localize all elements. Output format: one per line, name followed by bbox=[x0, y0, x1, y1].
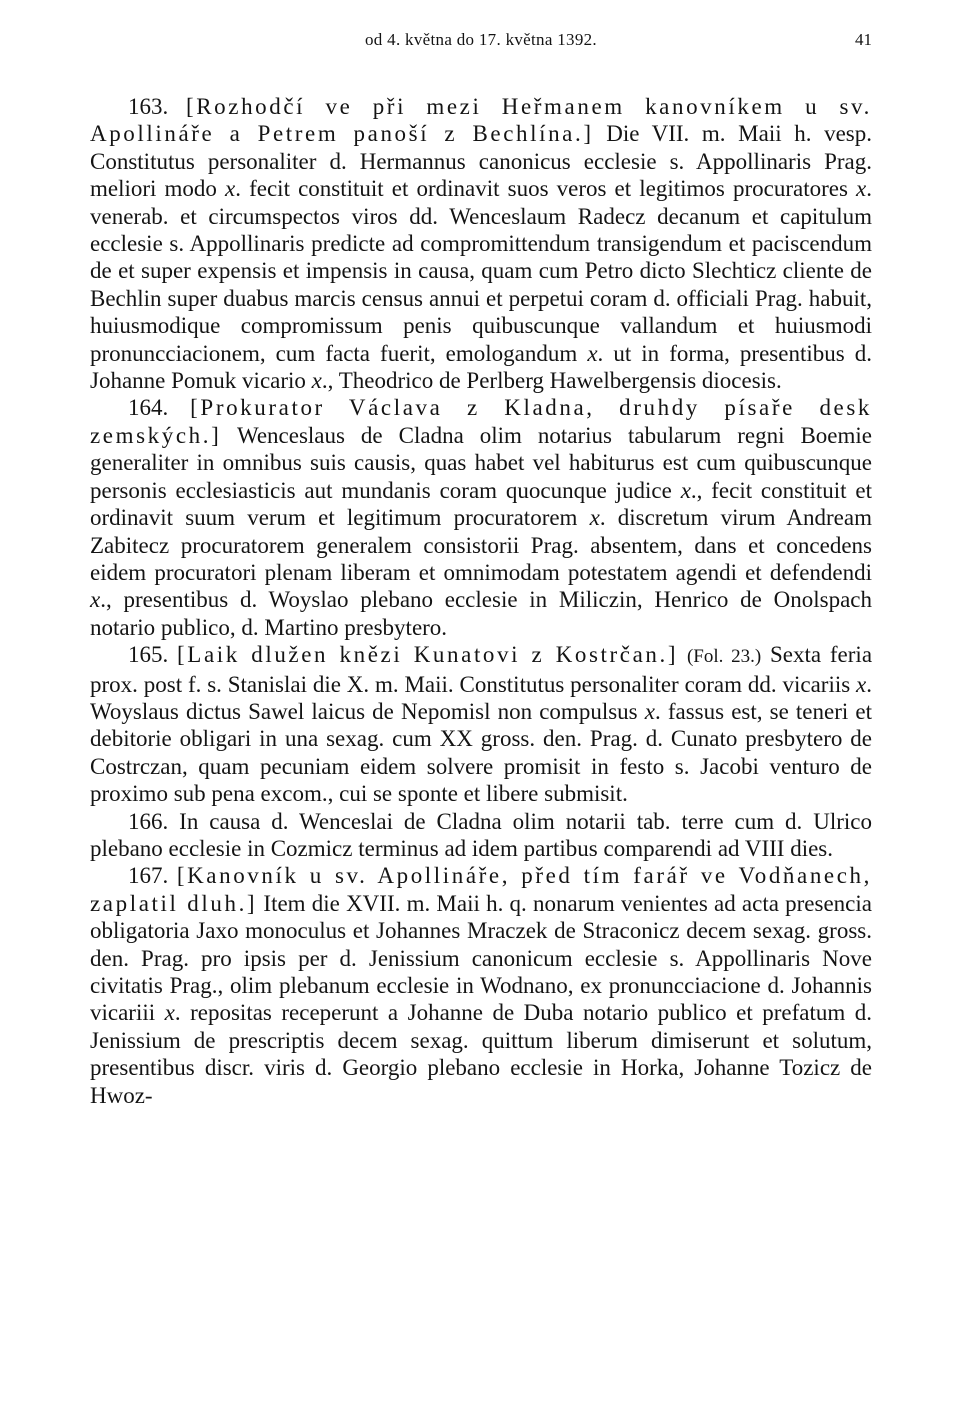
italic-mark: x bbox=[164, 1000, 175, 1026]
czech-summary-heading: [Laik dlužen knězi Kunatovi z Kostrčan.] bbox=[177, 642, 679, 668]
czech-summary-heading: [Kanovník u sv. Apollináře, před tím farář ve Vodňanech, zaplatil dluh.] bbox=[90, 863, 873, 916]
italic-mark: x bbox=[311, 368, 322, 394]
text-run: . repositas receperunt a Johanne de Duba notario publico et prefatum d. Jenissium de prescriptis decem sexag. quittum liberum dimiserunt et solutum, presentibus discr. viris d. Georgio plebano ecclesie in Horka, Johanne Tozicz de Hwoz- bbox=[90, 1000, 872, 1108]
text-run: 164. bbox=[128, 395, 191, 421]
text-run: . fassus est, se teneri et debitorie obligari in una sexag. cum XX gross. den. Prag. d. Cunato presbytero de Costrczan, quam pecuniam eidem solvere promisit in festo s. Jacobi venturo de proximo sub pena excom., cui se sponte et libere submisit. bbox=[90, 698, 873, 807]
entry-165 bbox=[90, 641, 872, 807]
italic-mark: x bbox=[587, 340, 598, 366]
italic-mark: x bbox=[856, 176, 867, 202]
czech-summary-heading: [Rozhodčí ve při mezi Heřmanem kanovníkem u sv. Apollináře a Petrem panoší z Bechlína.] bbox=[90, 94, 872, 147]
text-run: 163. bbox=[128, 94, 186, 119]
text-run: Item die XVII. m. Maii h. q. nonarum venientes ad acta presencia obligatoria Jaxo monoculus et Johannes Mraczek de Straconicz decem sexag. gross. den. Prag. pro ipsis per d. Jenissium canonicum ecclesie s. Appollinaris Nove civitatis Prag., olim plebanum ecclesie in Wodnano, ex pronuncciacione d. Johannis vicariii bbox=[90, 890, 872, 1026]
entry-163 bbox=[90, 93, 872, 394]
text-run: 166. In causa d. Wenceslai de Cladna olim notarii tab. terre cum d. Ulrico plebano ecclesie in Cozmicz terminus ad idem partibus comparendi ad VIII dies. bbox=[90, 808, 872, 861]
text-run: Die VII. m. Maii h. vesp. Constitutus personaliter d. Hermannus canonicus ecclesie s. Appollinaris Prag. meliori modo bbox=[90, 121, 873, 202]
entry-167 bbox=[90, 862, 872, 1109]
running-title: od 4. května do 17. května 1392. bbox=[365, 30, 597, 49]
italic-mark: x bbox=[644, 698, 655, 724]
text-run: Sexta feria prox. post f. s. Stanislai die X. m. Maii. Constitutus personaliter coram dd. vicariis bbox=[90, 642, 873, 697]
italic-mark: x bbox=[589, 505, 600, 531]
entry-164 bbox=[90, 394, 872, 641]
text-run: Wenceslaus de Cladna olim notarius tabularum regni Boemie generaliter in omnibus suis causis, quas habet vel habiturus est cum quibuscunque personis ecclesiasticis aut mundanis coram quocunque judice bbox=[90, 422, 872, 503]
italic-mark: x bbox=[90, 587, 101, 613]
text-run: 167. bbox=[128, 863, 177, 889]
czech-summary-heading: [Prokurator Václava z Kladna, druhdy písaře desk zemských.] bbox=[90, 395, 873, 448]
italic-mark: x bbox=[856, 671, 867, 697]
text-run: ., fecit constituit et ordinavit suum verum et legitimum procuratorem bbox=[90, 477, 872, 531]
text-run: . Woyslaus dictus Sawel laicus de Nepomisl non compulsus bbox=[90, 671, 872, 724]
text-run: . ut in forma, presentibus d. Johanne Pomuk vicario bbox=[90, 340, 872, 394]
italic-mark: x bbox=[680, 477, 691, 503]
text-run: . venerab. et circumspectos viros dd. Wenceslaum Radecz decanum et capitulum ecclesie s. Appollinaris predicte ad compromittendum transigendum et paciscendum de et super expensis et impensis in causa, quam cum Petro dicto Slechticz cliente de Bechlin super duabus marcis census annui et perpetui coram d. officiali Prag. habuit, huiusmodique compromissum penis quibuscunque vallandum et huiusmodi pronuncciacionem, cum facta fuerit, emologandum bbox=[90, 176, 872, 366]
folio-note: (Fol. 23.) bbox=[686, 646, 762, 668]
text-run: ., presentibus d. Woyslao plebano ecclesie in Miliczin, Henrico de Onolspach notario publico, d. Martino presbytero. bbox=[90, 587, 872, 640]
text-run bbox=[678, 642, 687, 667]
entry-166 bbox=[90, 808, 872, 863]
text-run: . fecit constituit et ordinavit suos veros et legitimos procuratores bbox=[235, 176, 857, 202]
text-run: . discretum virum Andream Zabitecz procuratorem generalem consistorii Prag. absentem, dans et concedens eidem procuratori plenam liberam et omnimodam potestatem agendi et defendendi bbox=[90, 505, 872, 585]
document-body bbox=[90, 93, 872, 1109]
italic-mark: x bbox=[225, 176, 236, 202]
text-run: 165. bbox=[128, 642, 178, 668]
text-run: ., Theodrico de Perlberg Hawelbergensis diocesis. bbox=[321, 368, 782, 394]
page-header bbox=[90, 30, 872, 56]
page-number: 41 bbox=[855, 30, 872, 49]
